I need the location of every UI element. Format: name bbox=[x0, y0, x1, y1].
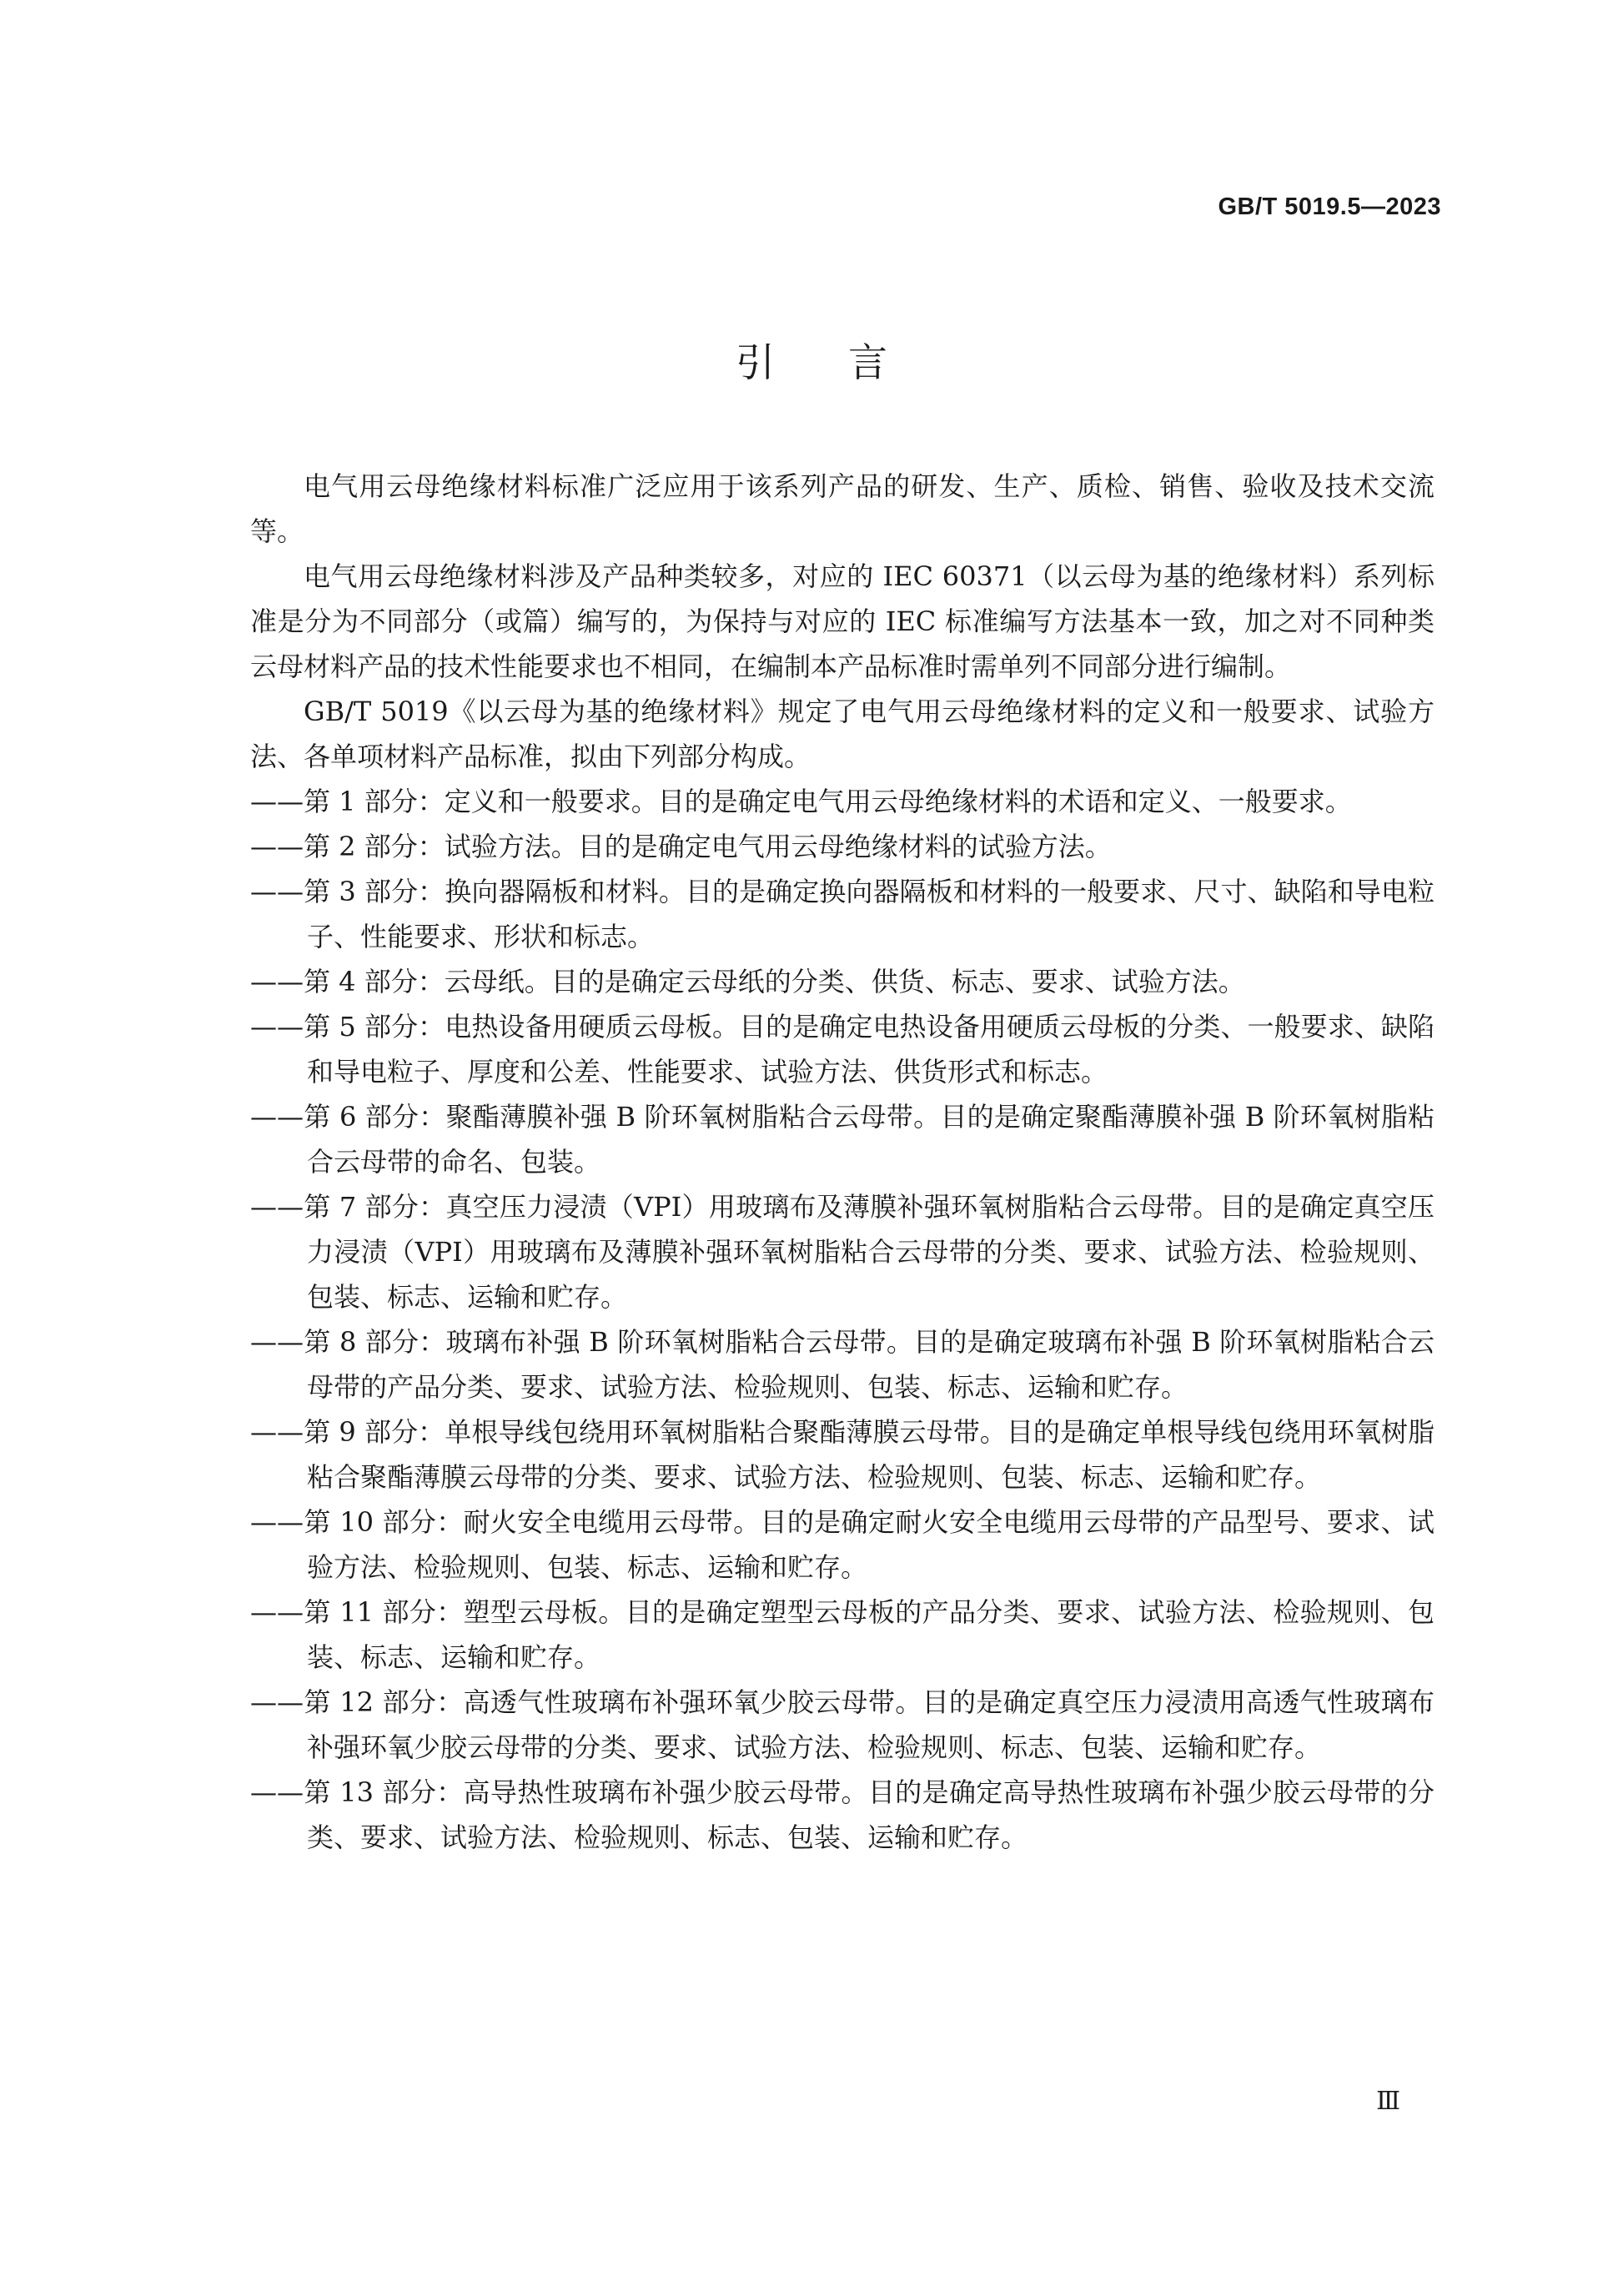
list-item: ——第 8 部分：玻璃布补强 B 阶环氧树脂粘合云母带。目的是确定玻璃布补强 B 阶环氧树脂粘合云母带的产品分类、要求、试验方法、检验规则、包装、标志、运输和贮存。 bbox=[250, 1326, 1435, 1403]
document-body bbox=[250, 464, 1435, 1860]
parts-list bbox=[250, 779, 1435, 1860]
list-item: ——第 3 部分：换向器隔板和材料。目的是确定换向器隔板和材料的一般要求、尺寸、缺陷和导电粒子、性能要求、形状和标志。 bbox=[250, 876, 1435, 952]
list-item: ——第 12 部分：高透气性玻璃布补强环氧少胶云母带。目的是确定真空压力浸渍用高透气性玻璃布补强环氧少胶云母带的分类、要求、试验方法、检验规则、标志、包装、运输和贮存。 bbox=[250, 1686, 1435, 1763]
list-item: ——第 2 部分：试验方法。目的是确定电气用云母绝缘材料的试验方法。 bbox=[250, 831, 1112, 862]
list-item: ——第 1 部分：定义和一般要求。目的是确定电气用云母绝缘材料的术语和定义、一般要求。 bbox=[250, 786, 1352, 817]
list-item: ——第 10 部分：耐火安全电缆用云母带。目的是确定耐火安全电缆用云母带的产品型号、要求、试验方法、检验规则、包装、标志、运输和贮存。 bbox=[250, 1506, 1435, 1583]
intro-paragraph-3: GB/T 5019《以云母为基的绝缘材料》规定了电气用云母绝缘材料的定义和一般要求、试验方法、各单项材料产品标准，拟由下列部分构成。 bbox=[250, 696, 1435, 772]
standard-number: GB/T 5019.5—2023 bbox=[1218, 193, 1441, 220]
intro-paragraph-1: 电气用云母绝缘材料标准广泛应用于该系列产品的研发、生产、质检、销售、验收及技术交流等。 bbox=[250, 470, 1435, 547]
list-item: ——第 9 部分：单根导线包绕用环氧树脂粘合聚酯薄膜云母带。目的是确定单根导线包绕用环氧树脂粘合聚酯薄膜云母带的分类、要求、试验方法、检验规则、包装、标志、运输和贮存。 bbox=[250, 1416, 1435, 1493]
list-item: ——第 4 部分：云母纸。目的是确定云母纸的分类、供货、标志、要求、试验方法。 bbox=[250, 966, 1245, 997]
list-item: ——第 13 部分：高导热性玻璃布补强少胶云母带。目的是确定高导热性玻璃布补强少胶云母带的分类、要求、试验方法、检验规则、标志、包装、运输和贮存。 bbox=[250, 1776, 1435, 1853]
list-item: ——第 6 部分：聚酯薄膜补强 B 阶环氧树脂粘合云母带。目的是确定聚酯薄膜补强 B 阶环氧树脂粘合云母带的命名、包装。 bbox=[250, 1101, 1435, 1178]
list-item: ——第 7 部分：真空压力浸渍（VPI）用玻璃布及薄膜补强环氧树脂粘合云母带。目的是确定真空压力浸渍（VPI）用玻璃布及薄膜补强环氧树脂粘合云母带的分类、要求、试验方法、检验规则、包装、标志、运输和贮存。 bbox=[250, 1191, 1435, 1313]
list-item: ——第 11 部分：塑型云母板。目的是确定塑型云母板的产品分类、要求、试验方法、检验规则、包装、标志、运输和贮存。 bbox=[250, 1596, 1435, 1673]
intro-paragraph-2: 电气用云母绝缘材料涉及产品种类较多，对应的 IEC 60371（以云母为基的绝缘材料）系列标准是分为不同部分（或篇）编写的，为保持与对应的 IEC 标准编写方法基本一致，加之对不同种类云母材料产品的技术性能要求也不相同，在编制本产品标准时需单列不同部分进行编制。 bbox=[250, 560, 1435, 682]
page-number: Ⅲ bbox=[1376, 2087, 1399, 2116]
page-title: 引言 bbox=[736, 340, 961, 386]
list-item: ——第 5 部分：电热设备用硬质云母板。目的是确定电热设备用硬质云母板的分类、一般要求、缺陷和导电粒子、厚度和公差、性能要求、试验方法、供货形式和标志。 bbox=[250, 1011, 1435, 1088]
